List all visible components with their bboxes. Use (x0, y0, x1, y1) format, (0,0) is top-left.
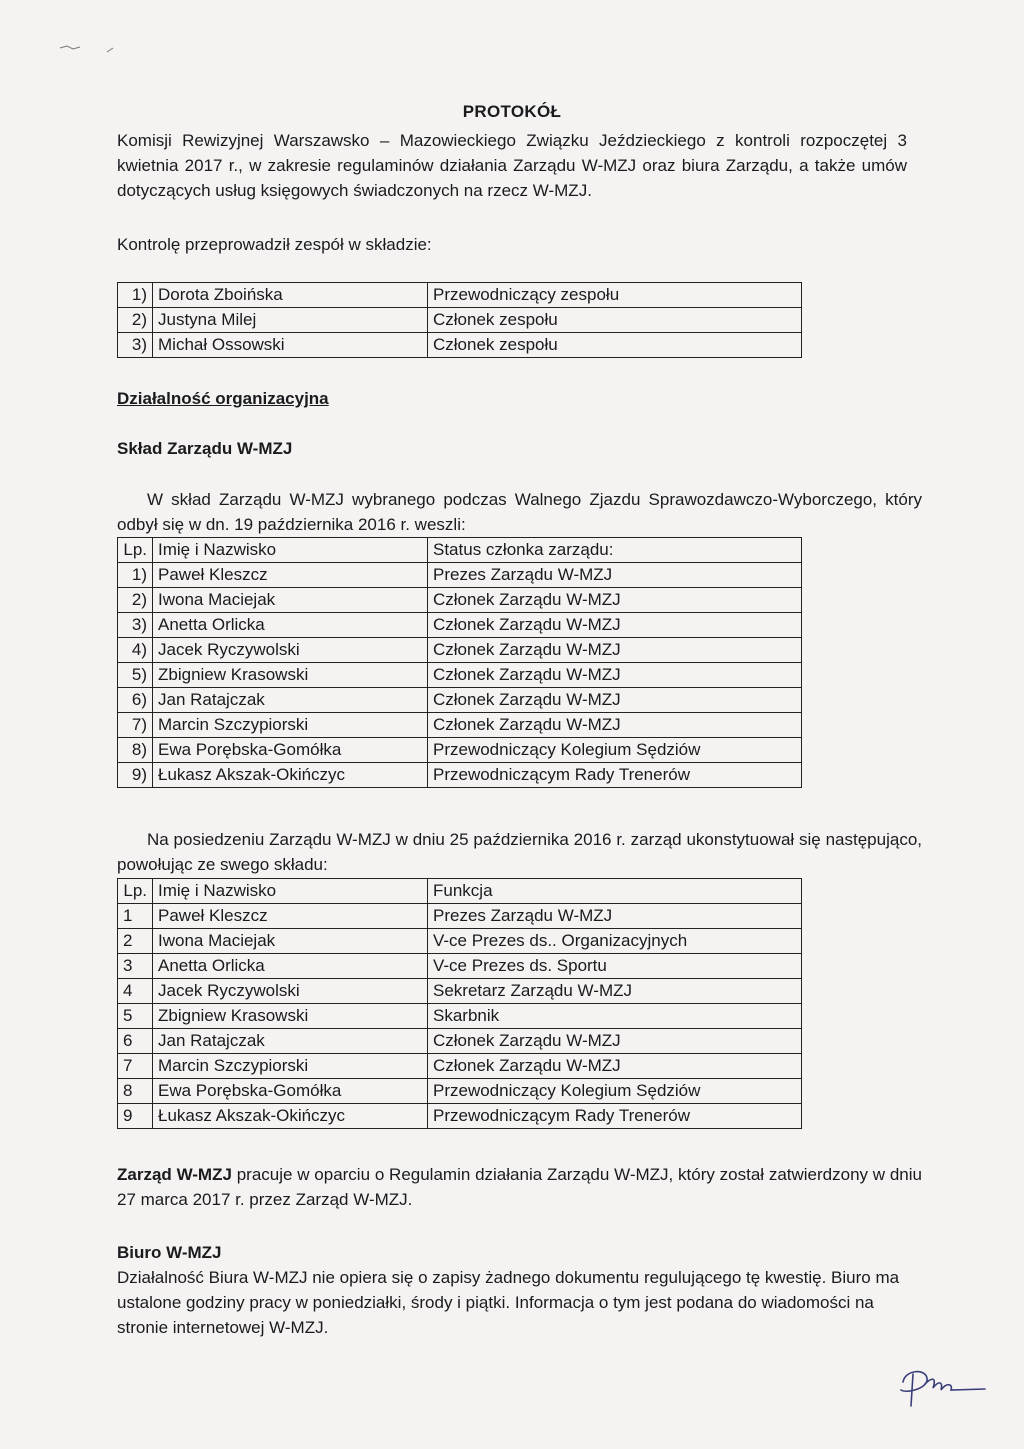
person-name: Jacek Ryczywolski (153, 638, 428, 663)
row-number: 3) (118, 613, 153, 638)
function-row (118, 904, 802, 929)
board-row (118, 688, 802, 713)
table-header-row (118, 879, 802, 904)
regulation-paragraph (117, 1162, 922, 1212)
team-row (118, 308, 802, 333)
function-table (117, 878, 802, 1129)
header-cell: Funkcja (428, 879, 802, 904)
person-name: Zbigniew Krasowski (153, 1004, 428, 1029)
section-board-heading: Skład Zarządu W-MZJ (117, 439, 293, 458)
person-role: Członek Zarządu W-MZJ (428, 638, 802, 663)
person-role: Członek Zarządu W-MZJ (428, 663, 802, 688)
person-name: Jacek Ryczywolski (153, 979, 428, 1004)
row-number: 4 (118, 979, 153, 1004)
section-org-heading: Działalność organizacyjna (117, 389, 329, 408)
row-number: 2 (118, 929, 153, 954)
function-row (118, 979, 802, 1004)
table-header-row (118, 538, 802, 563)
function-row (118, 1029, 802, 1054)
function-row (118, 1004, 802, 1029)
row-number: 5 (118, 1004, 153, 1029)
row-number: 2) (118, 588, 153, 613)
person-name: Marcin Szczypiorski (153, 1054, 428, 1079)
person-name: Jan Ratajczak (153, 688, 428, 713)
section-office-heading: Biuro W-MZJ (117, 1243, 222, 1262)
row-number: 9) (118, 763, 153, 788)
function-row (118, 954, 802, 979)
team-table (117, 282, 802, 358)
person-name: Ewa Porębska-Gomółka (153, 738, 428, 763)
header-cell: Imię i Nazwisko (153, 879, 428, 904)
row-number: 2) (118, 308, 153, 333)
board-row (118, 713, 802, 738)
row-number: 3) (118, 333, 153, 358)
person-role: Członek Zarządu W-MZJ (428, 1029, 802, 1054)
intro-paragraph: Komisji Rewizyjnej Warszawsko – Mazowieckiego Związku Jeździeckiego z kontroli rozpoczętej 3 kwietnia 2017 r., w zakresie regulaminów działania Zarządu W-MZJ oraz biura Zarządu, a także umów dotyczących usług księgowych świadczonych na rzecz W-MZJ. (117, 131, 907, 200)
team-row (118, 333, 802, 358)
row-number: 7 (118, 1054, 153, 1079)
row-number: 8) (118, 738, 153, 763)
person-name: Anetta Orlicka (153, 613, 428, 638)
person-role: Przewodniczący Kolegium Sędziów (428, 738, 802, 763)
person-role: Prezes Zarządu W-MZJ (428, 563, 802, 588)
row-number: 1) (118, 563, 153, 588)
regulation-text: pracuje w oparciu o Regulamin działania Zarządu W-MZJ, który został zatwierdzony w dniu 27 marca 2017 r. przez Zarząd W-MZJ. (117, 1165, 922, 1209)
row-number: 6 (118, 1029, 153, 1054)
board-row (118, 588, 802, 613)
person-role: Przewodniczącym Rady Trenerów (428, 763, 802, 788)
row-number: 7) (118, 713, 153, 738)
board-row (118, 738, 802, 763)
person-role: Skarbnik (428, 1004, 802, 1029)
board-row (118, 763, 802, 788)
row-number: 1 (118, 904, 153, 929)
person-role: Prezes Zarządu W-MZJ (428, 904, 802, 929)
row-number: 1) (118, 283, 153, 308)
team-intro: Kontrolę przeprowadził zespół w składzie: (117, 235, 432, 254)
person-name: Jan Ratajczak (153, 1029, 428, 1054)
person-role: Członek Zarządu W-MZJ (428, 688, 802, 713)
person-role: Członek Zarządu W-MZJ (428, 588, 802, 613)
person-role: V-ce Prezes ds. Sportu (428, 954, 802, 979)
row-number: 6) (118, 688, 153, 713)
person-name: Łukasz Akszak-Okińczyc (153, 763, 428, 788)
person-name: Zbigniew Krasowski (153, 663, 428, 688)
person-role: Członek zespołu (428, 333, 802, 358)
regulation-bold: Zarząd W-MZJ (117, 1165, 232, 1184)
person-name: Michał Ossowski (153, 333, 428, 358)
person-name: Anetta Orlicka (153, 954, 428, 979)
scan-mark (55, 38, 125, 58)
signature (895, 1360, 990, 1410)
document-title: PROTOKÓŁ (462, 102, 562, 121)
function-row (118, 1054, 802, 1079)
header-cell: Lp. (118, 879, 153, 904)
function-row (118, 1104, 802, 1129)
person-role: V-ce Prezes ds.. Organizacyjnych (428, 929, 802, 954)
person-name: Justyna Milej (153, 308, 428, 333)
board-table (117, 537, 802, 788)
board-row (118, 638, 802, 663)
constitution-intro: Na posiedzeniu Zarządu W-MZJ w dniu 25 października 2016 r. zarząd ukonstytuował się następująco, powołując ze swego składu: (117, 830, 922, 874)
person-role: Przewodniczący zespołu (428, 283, 802, 308)
row-number: 9 (118, 1104, 153, 1129)
person-name: Iwona Maciejak (153, 929, 428, 954)
person-role: Członek Zarządu W-MZJ (428, 1054, 802, 1079)
header-cell: Imię i Nazwisko (153, 538, 428, 563)
row-number: 4) (118, 638, 153, 663)
person-name: Dorota Zboińska (153, 283, 428, 308)
person-role: Przewodniczący Kolegium Sędziów (428, 1079, 802, 1104)
person-role: Sekretarz Zarządu W-MZJ (428, 979, 802, 1004)
row-number: 8 (118, 1079, 153, 1104)
person-role: Członek Zarządu W-MZJ (428, 713, 802, 738)
person-name: Paweł Kleszcz (153, 904, 428, 929)
person-role: Członek zespołu (428, 308, 802, 333)
board-intro: W skład Zarządu W-MZJ wybranego podczas Walnego Zjazdu Sprawozdawczo-Wyborczego, który odbył się w dn. 19 października 2016 r. weszli: (117, 490, 922, 534)
person-name: Marcin Szczypiorski (153, 713, 428, 738)
person-name: Ewa Porębska-Gomółka (153, 1079, 428, 1104)
board-row (118, 663, 802, 688)
header-cell: Lp. (118, 538, 153, 563)
function-row (118, 929, 802, 954)
row-number: 5) (118, 663, 153, 688)
function-row (118, 1079, 802, 1104)
person-role: Przewodniczącym Rady Trenerów (428, 1104, 802, 1129)
row-number: 3 (118, 954, 153, 979)
board-row (118, 613, 802, 638)
board-row (118, 563, 802, 588)
office-paragraph: Działalność Biura W-MZJ nie opiera się o zapisy żadnego dokumentu regulującego tę kwestię. Biuro ma ustalone godziny pracy w poniedziałki, środy i piątki. Informacja o tym jest podana do wiadomości na stronie internetowej W-MZJ. (117, 1268, 900, 1337)
person-name: Iwona Maciejak (153, 588, 428, 613)
header-cell: Status członka zarządu: (428, 538, 802, 563)
person-role: Członek Zarządu W-MZJ (428, 613, 802, 638)
team-row (118, 283, 802, 308)
person-name: Łukasz Akszak-Okińczyc (153, 1104, 428, 1129)
person-name: Paweł Kleszcz (153, 563, 428, 588)
